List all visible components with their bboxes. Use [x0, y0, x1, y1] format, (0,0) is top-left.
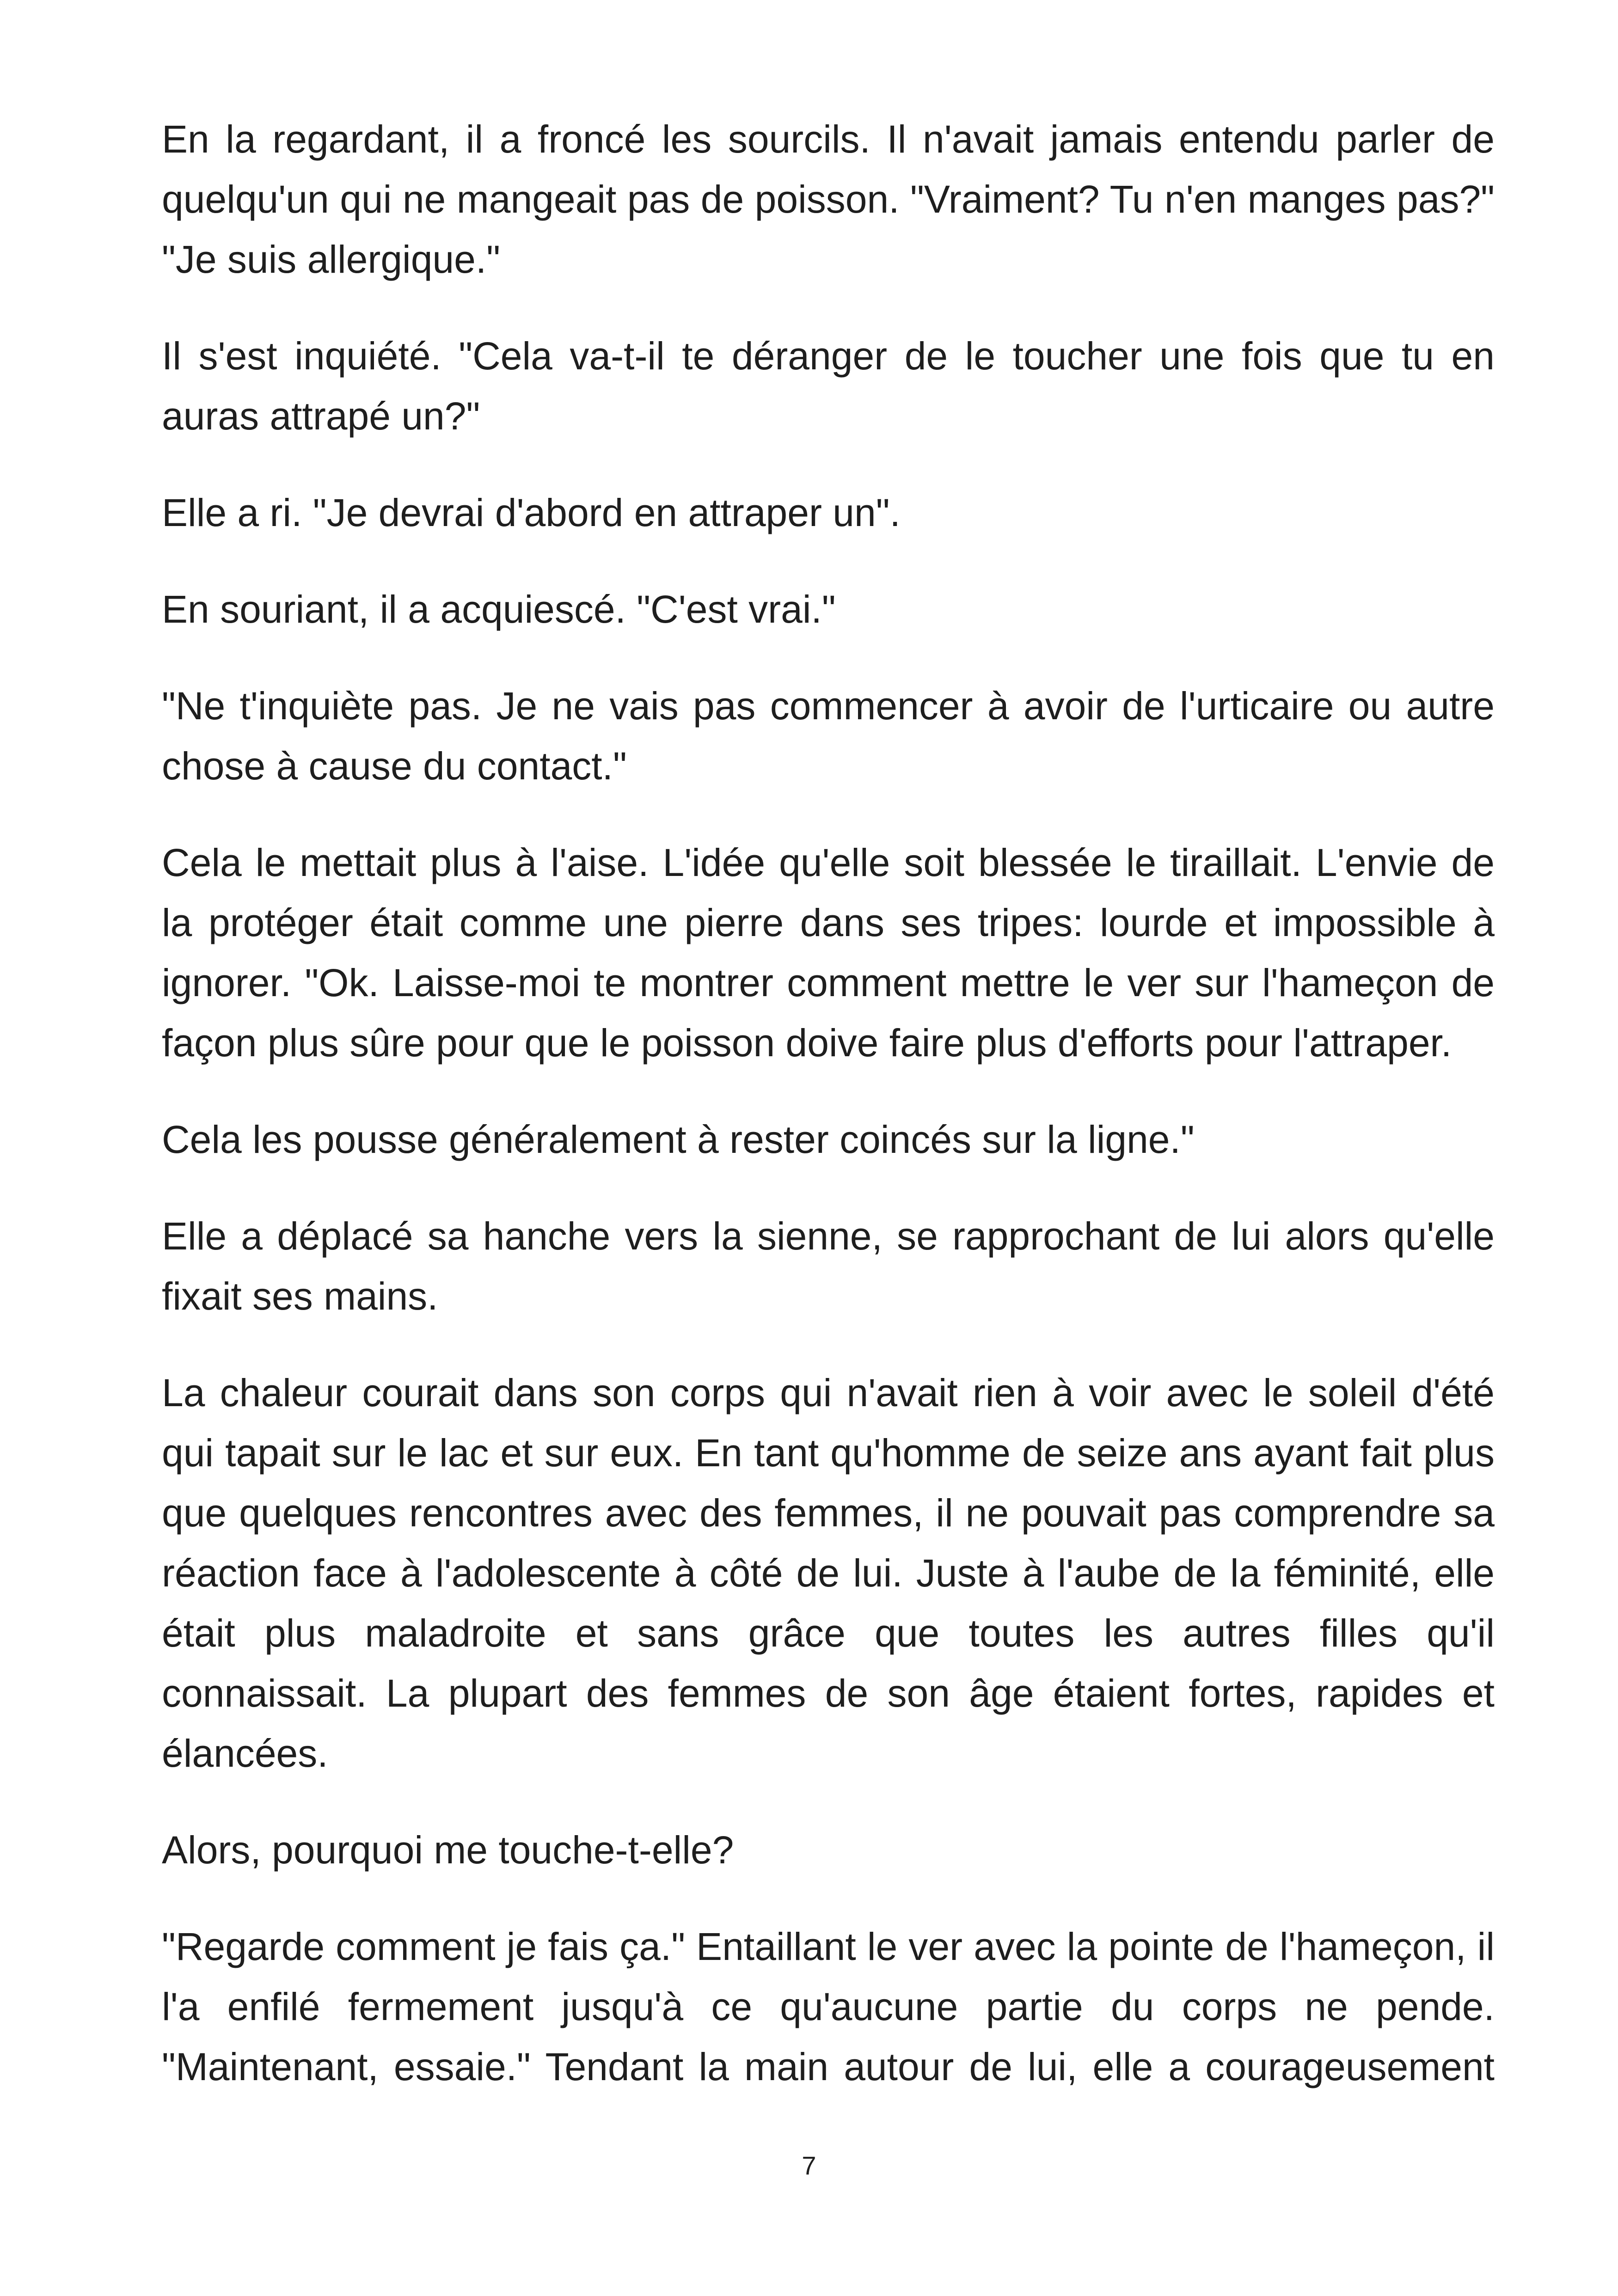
paragraph: En la regardant, il a froncé les sourcils. Il n'avait jamais entendu parler de quelqu'un qui ne mangeait pas de poisson. "Vraiment? Tu n'en manges pas?" "Je suis allergique." [162, 117, 1495, 281]
paragraph: Alors, pourquoi me touche-t-elle? [162, 1828, 734, 1872]
paragraph: En souriant, il a acquiescé. "C'est vrai." [162, 588, 836, 631]
paragraph: Elle a ri. "Je devrai d'abord en attraper un". [162, 491, 901, 534]
page-number: 7 [802, 2151, 816, 2180]
paragraph: Elle a déplacé sa hanche vers la sienne, se rapprochant de lui alors qu'elle fixait ses mains. [162, 1214, 1495, 1318]
paragraph: Cela le mettait plus à l'aise. L'idée qu'elle soit blessée le tiraillait. L'envie de la protéger était comme une pierre dans ses tripes: lourde et impossible à ignorer. "Ok. Laisse-moi te montrer comment mettre le ver sur l'hameçon de façon plus sûre pour que le poisson doive faire plus d'efforts pour l'attraper. [162, 841, 1495, 1065]
paragraph: Il s'est inquiété. "Cela va-t-il te déranger de le toucher une fois que tu en auras attrapé un?" [162, 334, 1495, 438]
paragraph: La chaleur courait dans son corps qui n'avait rien à voir avec le soleil d'été qui tapait sur le lac et sur eux. En tant qu'homme de seize ans ayant fait plus que quelques rencontres avec des femmes, il ne pouvait pas comprendre sa réaction face à l'adolescente à côté de lui. Juste à l'aube de la féminité, elle était plus maladroite et sans grâce que toutes les autres filles qu'il connaissait. La plupart des femmes de son âge étaient fortes, rapides et élancées. [162, 1371, 1495, 1775]
paragraph: "Ne t'inquiète pas. Je ne vais pas commencer à avoir de l'urticaire ou autre chose à cause du contact." [162, 684, 1495, 788]
paragraph: Cela les pousse généralement à rester coincés sur la ligne." [162, 1118, 1195, 1161]
body-text [162, 109, 1495, 2097]
paragraph: "Regarde comment je fais ça." Entaillant le ver avec la pointe de l'hameçon, il l'a enfilé fermement jusqu'à ce qu'aucune partie du corps ne pende. "Maintenant, essaie." Tendant la main autour de lui, elle a courageusement [162, 1925, 1495, 2088]
